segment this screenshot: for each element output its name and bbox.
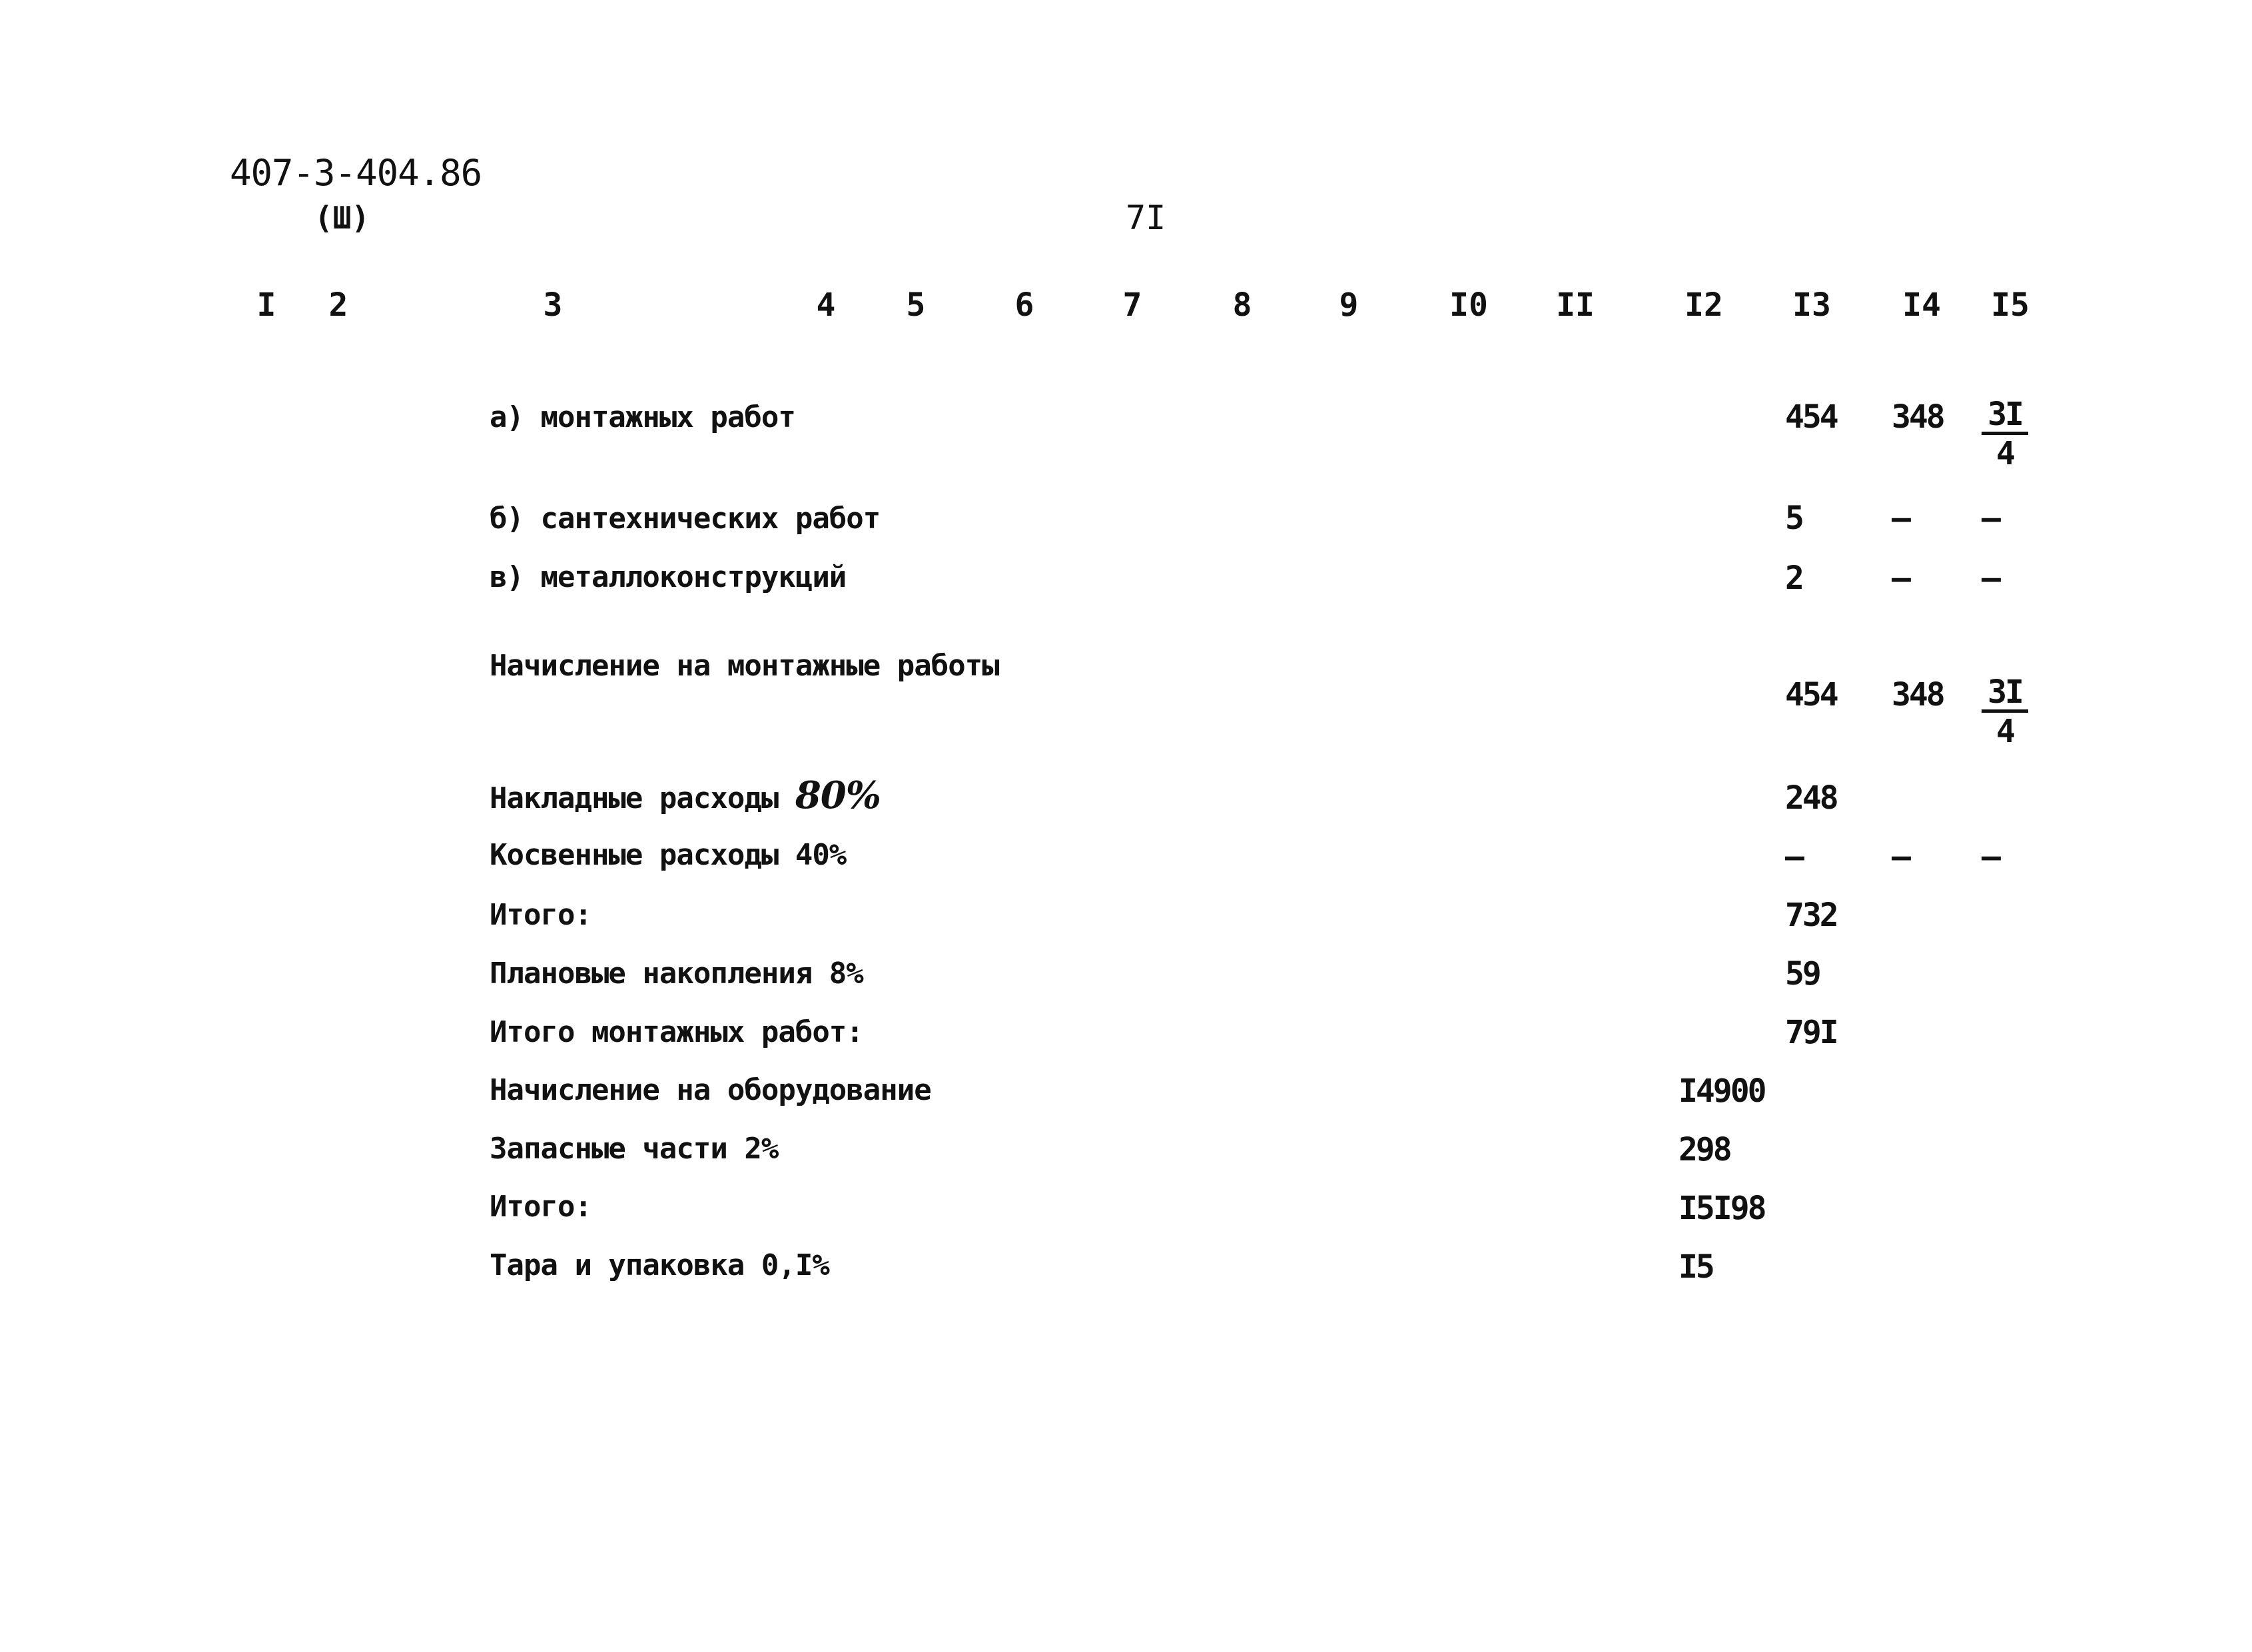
row-plumbing-works-col15: – bbox=[1982, 500, 1999, 537]
column-number-11: II bbox=[1556, 286, 1595, 324]
column-number-7: 7 bbox=[1122, 286, 1142, 324]
row-spare-parts-col12: 298 bbox=[1679, 1131, 1730, 1168]
row-label-subtotal: Итого: bbox=[490, 898, 591, 932]
row-label-accrual-equipment: Начисление на оборудование bbox=[490, 1073, 931, 1107]
row-accrual-mounting-col15-fraction bbox=[1982, 675, 2028, 750]
row-label-metal-structures: в) металлоконструкций bbox=[490, 560, 847, 594]
row-mounting-works-col14: 348 bbox=[1892, 398, 1944, 436]
overhead-percent-handwritten: 80% bbox=[795, 773, 881, 817]
column-number-12: I2 bbox=[1685, 286, 1723, 324]
row-metal-structures-col15: – bbox=[1982, 560, 1999, 597]
document-volume-mark: (Ш) bbox=[314, 200, 370, 236]
column-number-13: I3 bbox=[1792, 286, 1831, 324]
row-metal-structures-col13: 2 bbox=[1785, 560, 1802, 597]
row-label-overhead bbox=[490, 773, 881, 817]
column-number-1: I bbox=[256, 286, 276, 324]
row-mounting-works-col15-fraction bbox=[1982, 397, 2028, 472]
row-total-mounting-col13: 79I bbox=[1785, 1014, 1837, 1051]
row-equipment-subtotal-col12: I5I98 bbox=[1679, 1190, 1765, 1227]
fraction-denominator: 4 bbox=[1996, 435, 2014, 472]
column-number-15: I5 bbox=[1991, 286, 2030, 324]
row-label-mounting-works: а) монтажных работ bbox=[490, 400, 795, 434]
column-number-3: 3 bbox=[543, 286, 563, 324]
row-label-indirect-costs: Косвенные расходы 40% bbox=[490, 838, 847, 872]
column-number-9: 9 bbox=[1339, 286, 1359, 324]
row-label-total-mounting: Итого монтажных работ: bbox=[490, 1015, 863, 1049]
fraction-denominator: 4 bbox=[1996, 713, 2014, 750]
row-label-planned-savings: Плановые накопления 8% bbox=[490, 957, 863, 991]
column-number-14: I4 bbox=[1902, 286, 1941, 324]
row-mounting-works-col13: 454 bbox=[1785, 398, 1837, 436]
row-indirect-costs-col15: – bbox=[1982, 838, 1999, 875]
column-number-2: 2 bbox=[328, 286, 348, 324]
row-subtotal-col13: 732 bbox=[1785, 897, 1837, 934]
row-accrual-mounting-col13: 454 bbox=[1785, 676, 1837, 713]
fraction-numerator: 3I bbox=[1982, 675, 2028, 713]
row-plumbing-works-col13: 5 bbox=[1785, 500, 1802, 537]
page-number: 7I bbox=[1126, 199, 1166, 237]
overhead-label-text: Накладные расходы bbox=[490, 781, 779, 815]
column-number-6: 6 bbox=[1014, 286, 1034, 324]
row-indirect-costs-col13: – bbox=[1785, 838, 1802, 875]
row-metal-structures-col14: – bbox=[1892, 560, 1909, 597]
row-accrual-equipment-col12: I4900 bbox=[1679, 1072, 1765, 1110]
column-number-4: 4 bbox=[816, 286, 836, 324]
column-number-10: I0 bbox=[1449, 286, 1488, 324]
row-accrual-mounting-col14: 348 bbox=[1892, 676, 1944, 713]
row-planned-savings-col13: 59 bbox=[1785, 955, 1820, 993]
row-label-equipment-subtotal: Итого: bbox=[490, 1190, 591, 1224]
row-label-spare-parts: Запасные части 2% bbox=[490, 1132, 779, 1166]
column-number-5: 5 bbox=[906, 286, 926, 324]
row-indirect-costs-col14: – bbox=[1892, 838, 1909, 875]
row-label-accrual-mounting: Начисление на монтажные работы bbox=[490, 649, 999, 683]
row-label-plumbing-works: б) сантехнических работ bbox=[490, 502, 881, 536]
fraction-numerator: 3I bbox=[1982, 397, 2028, 435]
document-code: 407-3-404.86 bbox=[230, 152, 482, 194]
row-packaging-col12: I5 bbox=[1679, 1248, 1713, 1286]
row-overhead-col13: 248 bbox=[1785, 779, 1837, 817]
row-label-packaging: Тара и упаковка 0,I% bbox=[490, 1248, 829, 1282]
row-plumbing-works-col14: – bbox=[1892, 500, 1909, 537]
column-number-8: 8 bbox=[1232, 286, 1252, 324]
